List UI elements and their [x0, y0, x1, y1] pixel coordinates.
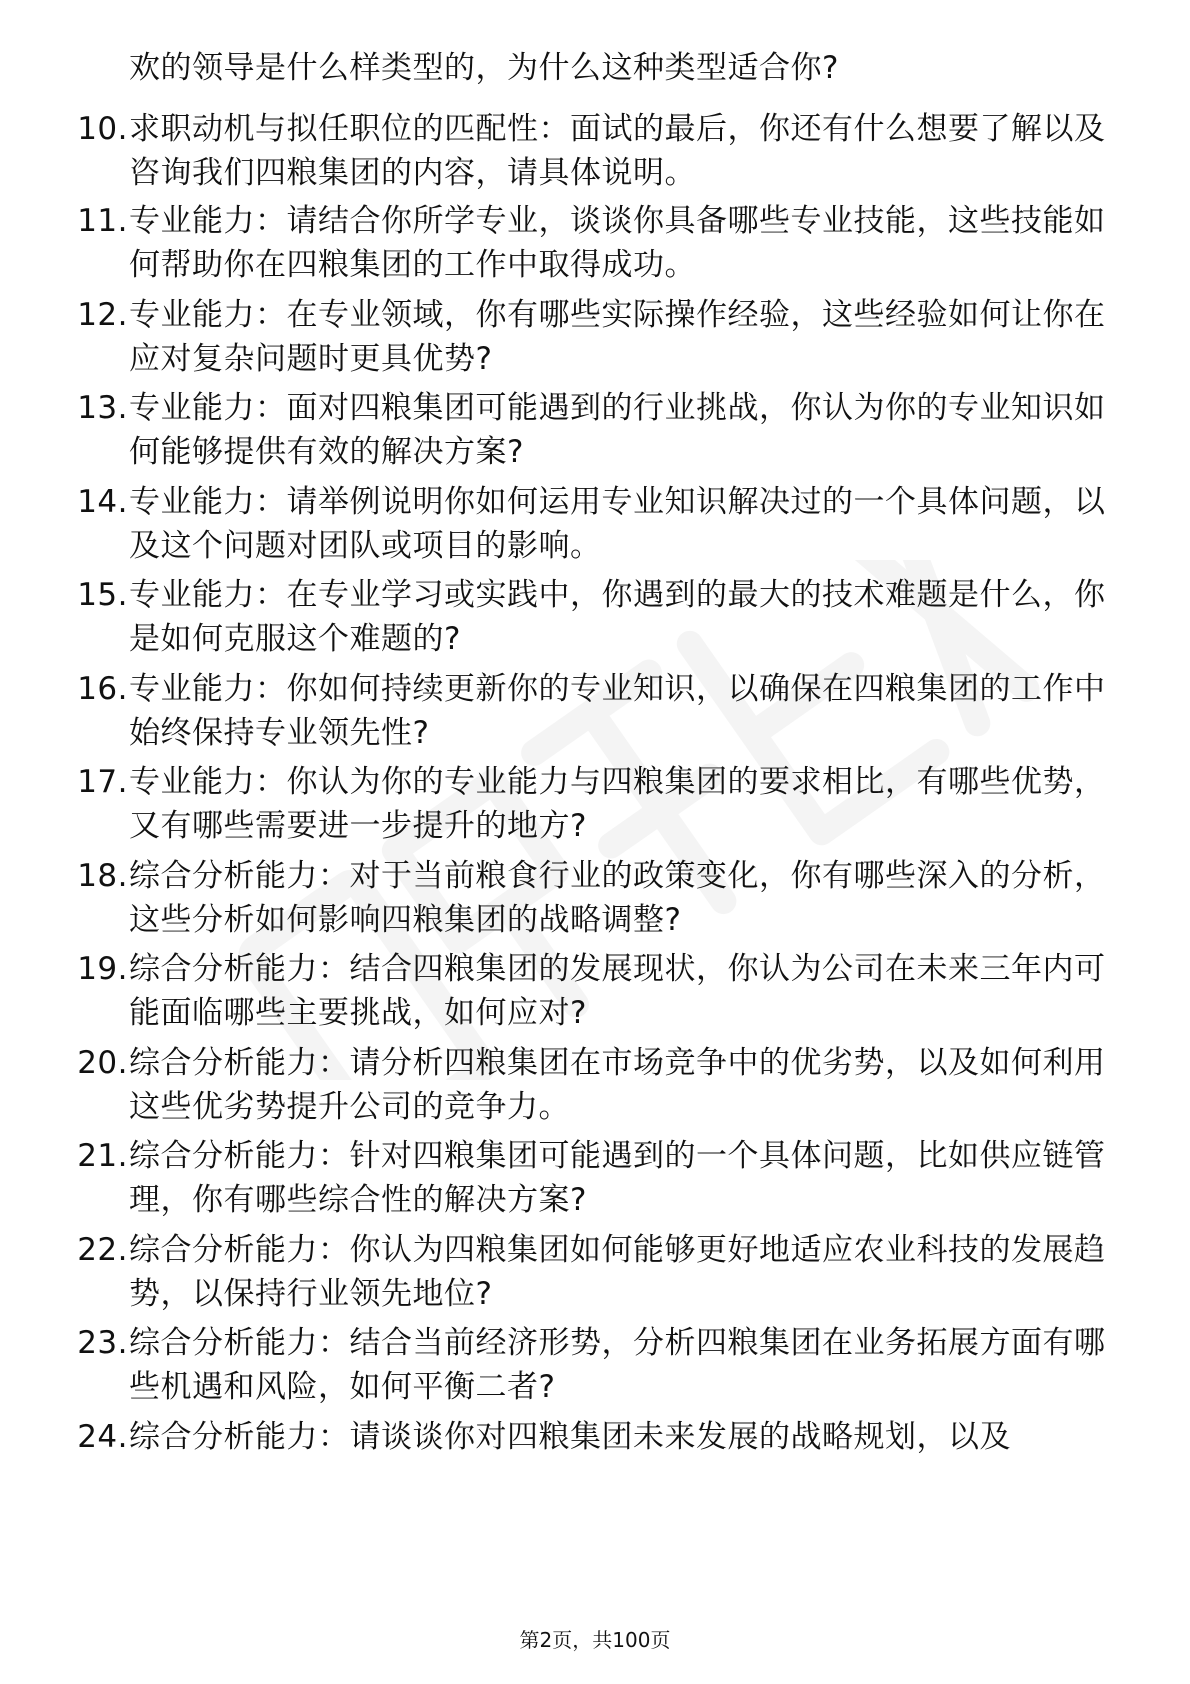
question-item	[60, 667, 1120, 755]
question-text: 综合分析能力：结合当前经济形势，分析四粮集团在业务拓展方面有哪些机遇和风险，如何平衡二者?	[129, 1325, 1106, 1405]
question-number: 14.	[77, 484, 128, 520]
question-number: 11.	[77, 203, 128, 239]
question-text: 专业能力：在专业学习或实践中，你遇到的最大的技术难题是什么，你是如何克服这个难题的?	[129, 577, 1106, 657]
question-text: 综合分析能力：针对四粮集团可能遇到的一个具体问题，比如供应链管理，你有哪些综合性的解决方案?	[129, 1138, 1106, 1218]
question-item	[60, 1228, 1120, 1316]
question-number: 24.	[77, 1419, 128, 1455]
page-number-footer: 第2页，共100页	[519, 1628, 671, 1652]
question-text: 专业能力：请举例说明你如何运用专业知识解决过的一个具体问题，以及这个问题对团队或项目的影响。	[129, 484, 1106, 564]
question-number: 15.	[77, 577, 128, 613]
question-number: 16.	[77, 671, 128, 707]
question-item	[60, 947, 1120, 1035]
question-text: 专业能力：面对四粮集团可能遇到的行业挑战，你认为你的专业知识如何能够提供有效的解决方案?	[129, 390, 1106, 470]
question-item	[60, 293, 1120, 381]
question-text: 专业能力：你如何持续更新你的专业知识，以确保在四粮集团的工作中始终保持专业领先性?	[129, 671, 1106, 751]
question-number: 13.	[77, 390, 128, 426]
question-item	[60, 480, 1120, 568]
question-item	[60, 573, 1120, 661]
question-text: 专业能力：你认为你的专业能力与四粮集团的要求相比，有哪些优势，又有哪些需要进一步提升的地方?	[129, 764, 1106, 844]
question-text: 综合分析能力：你认为四粮集团如何能够更好地适应农业科技的发展趋势，以保持行业领先地位?	[129, 1232, 1106, 1312]
question-item	[60, 1415, 1120, 1459]
question-text: 综合分析能力：请分析四粮集团在市场竞争中的优劣势，以及如何利用这些优劣势提升公司的竞争力。	[129, 1045, 1106, 1125]
question-number: 17.	[77, 764, 128, 800]
question-text: 综合分析能力：对于当前粮食行业的政策变化，你有哪些深入的分析，这些分析如何影响四粮集团的战略调整?	[129, 858, 1106, 938]
question-text: 专业能力：请结合你所学专业，谈谈你具备哪些专业技能，这些技能如何帮助你在四粮集团的工作中取得成功。	[129, 203, 1106, 283]
question-number: 12.	[77, 297, 128, 333]
question-item	[60, 1041, 1120, 1129]
question-number: 20.	[77, 1045, 128, 1081]
question-item	[60, 107, 1120, 195]
question-item	[60, 1321, 1120, 1409]
question-text: 综合分析能力：请谈谈你对四粮集团未来发展的战略规划，以及	[129, 1419, 1011, 1455]
question-item	[60, 386, 1120, 474]
question-number: 23.	[77, 1325, 128, 1361]
question-text: 求职动机与拟任职位的匹配性：面试的最后，你还有什么想要了解以及咨询我们四粮集团的内容，请具体说明。	[129, 111, 1106, 191]
question-item	[60, 199, 1120, 287]
question-number: 21.	[77, 1138, 128, 1174]
question-item	[60, 1134, 1120, 1222]
question-item	[60, 760, 1120, 848]
continued-question-text: 欢的领导是什么样类型的，为什么这种类型适合你?	[129, 50, 839, 86]
question-item	[60, 854, 1120, 942]
question-text: 综合分析能力：结合四粮集团的发展现状，你认为公司在未来三年内可能面临哪些主要挑战，如何应对?	[129, 951, 1106, 1031]
question-number: 19.	[77, 951, 128, 987]
question-text: 专业能力：在专业领域，你有哪些实际操作经验，这些经验如何让你在应对复杂问题时更具优势?	[129, 297, 1106, 377]
question-number: 10.	[77, 111, 128, 147]
question-number: 18.	[77, 858, 128, 894]
question-number: 22.	[77, 1232, 128, 1268]
